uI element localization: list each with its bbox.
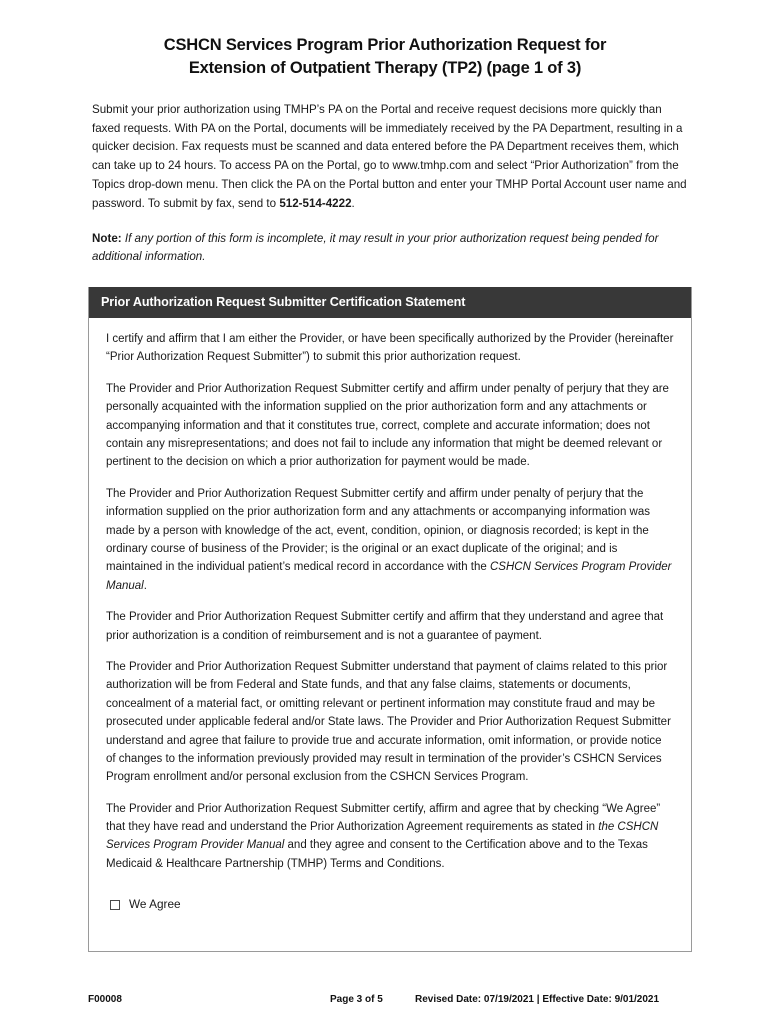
we-agree-row[interactable] (106, 899, 674, 911)
certification-paragraph-6-tail: and they agree and consent to the Certification above and to the Texas Medicaid & Healthcare Partnership (TMHP) Terms and Conditions. (106, 839, 648, 870)
certification-paragraph-5: The Provider and Prior Authorization Request Submitter understand that payment of claims related to this prior authorization will be from Federal and State funds, and that any false claims, statements or documents, concealment of a material fact, or omitting relevant or pertinent information may constitute fraud and may be prosecuted under applicable federal and/or State laws. The Provider and Prior Authorization Request Submitter understand and agree that failure to provide true and accurate information, omit information, or provide notice of changes to the information previously provided may result in termination of the provider’s CSHCN Services Program enrollment and/or personal exclusion from the CSHCN Services Program. (106, 660, 671, 784)
provider-manual-reference-2: the CSHCN Services Program Provider Manual (106, 821, 659, 852)
footer-inner (78, 994, 692, 1008)
page-footer (0, 994, 770, 1008)
certification-header: Prior Authorization Request Submitter Certification Statement (89, 287, 691, 318)
note-body: If any portion of this form is incomplete, it may result in your prior authorization request being pended for additional information. (92, 231, 659, 264)
certification-paragraph-2: The Provider and Prior Authorization Request Submitter certify and affirm under penalty of perjury that they are personally acquainted with the information supplied on the prior authorization form and any attachments or accompanying information and that it constitutes true, correct, complete and accurate information; does not contain any misrepresentations; and does not fail to include any information that might be deemed relevant or pertinent to the decision on which a prior authorization for payment would be made. (106, 382, 669, 469)
page-title-line-2: Extension of Outpatient Therapy (TP2) (page 1 of 3) (188, 59, 582, 78)
certification-paragraph-3-text: The Provider and Prior Authorization Request Submitter certify and affirm under penalty of perjury that the information supplied on the prior authorization form and any attachments or accompanying information was made by a person with knowledge of the act, event, condition, opinion, or diagnosis recorded; is kept in the ordinary course of business of the Provider; is the original or an exact duplicate of the original; and is maintained in the individual patient’s medical record in accordance with the (106, 487, 650, 574)
note-paragraph (78, 214, 692, 268)
intro-text: Submit your prior authorization using TMHP’s PA on the Portal and receive request decisions more quickly than faxed requests. With PA on the Portal, documents will be immediately received by the PA Department, resulting in a quicker decision. Fax requests must be scanned and data entered before the PA Department receives them, which can take up to 24 hours. To access PA on the Portal, go to www.tmhp.com and select “Prior Authorization” from the Topics drop-down menu. Then click the PA on the Portal button and enter your TMHP Portal Account user name and password. To submit by fax, send to (92, 102, 687, 210)
certification-statement-box (88, 287, 692, 952)
page-title-line-1: CSHCN Services Program Prior Authorization Request for (163, 36, 607, 54)
footer-form-number: F00008 (88, 994, 122, 1005)
certification-paragraph-1: I certify and affirm that I am either the Provider, or have been specifically authorized by the Provider (hereinafter “Prior Authorization Request Submitter”) to submit this prior authorization request. (106, 333, 674, 364)
intro-text-tail: . (351, 196, 355, 210)
footer-revision-dates: Revised Date: 07/19/2021 | Effective Date: 9/01/2021 (415, 994, 660, 1005)
certification-paragraph-4: The Provider and Prior Authorization Request Submitter certify and affirm that they understand and agree that prior authorization is a condition of reimbursement and is not a guarantee of payment. (106, 611, 664, 642)
certification-paragraph-6 (106, 800, 674, 874)
certification-paragraph-3-tail: . (143, 579, 147, 592)
certification-paragraph-3 (106, 485, 674, 595)
intro-paragraph (78, 81, 692, 214)
we-agree-label: We Agree (129, 897, 181, 912)
certification-body (89, 318, 691, 951)
provider-manual-reference: CSHCN Services Program Provider Manual (106, 561, 672, 592)
fax-number: 512-514-4222 (279, 196, 352, 210)
footer-page-number: Page 3 of 5 (330, 994, 383, 1005)
page-title (78, 0, 692, 81)
we-agree-checkbox[interactable] (110, 900, 120, 910)
note-label: Note: (92, 231, 122, 245)
certification-paragraph-6-text: The Provider and Prior Authorization Request Submitter certify, affirm and agree that by checking “We Agree” that they have read and understand the Prior Authorization Agreement requirements as stated in (106, 802, 661, 834)
